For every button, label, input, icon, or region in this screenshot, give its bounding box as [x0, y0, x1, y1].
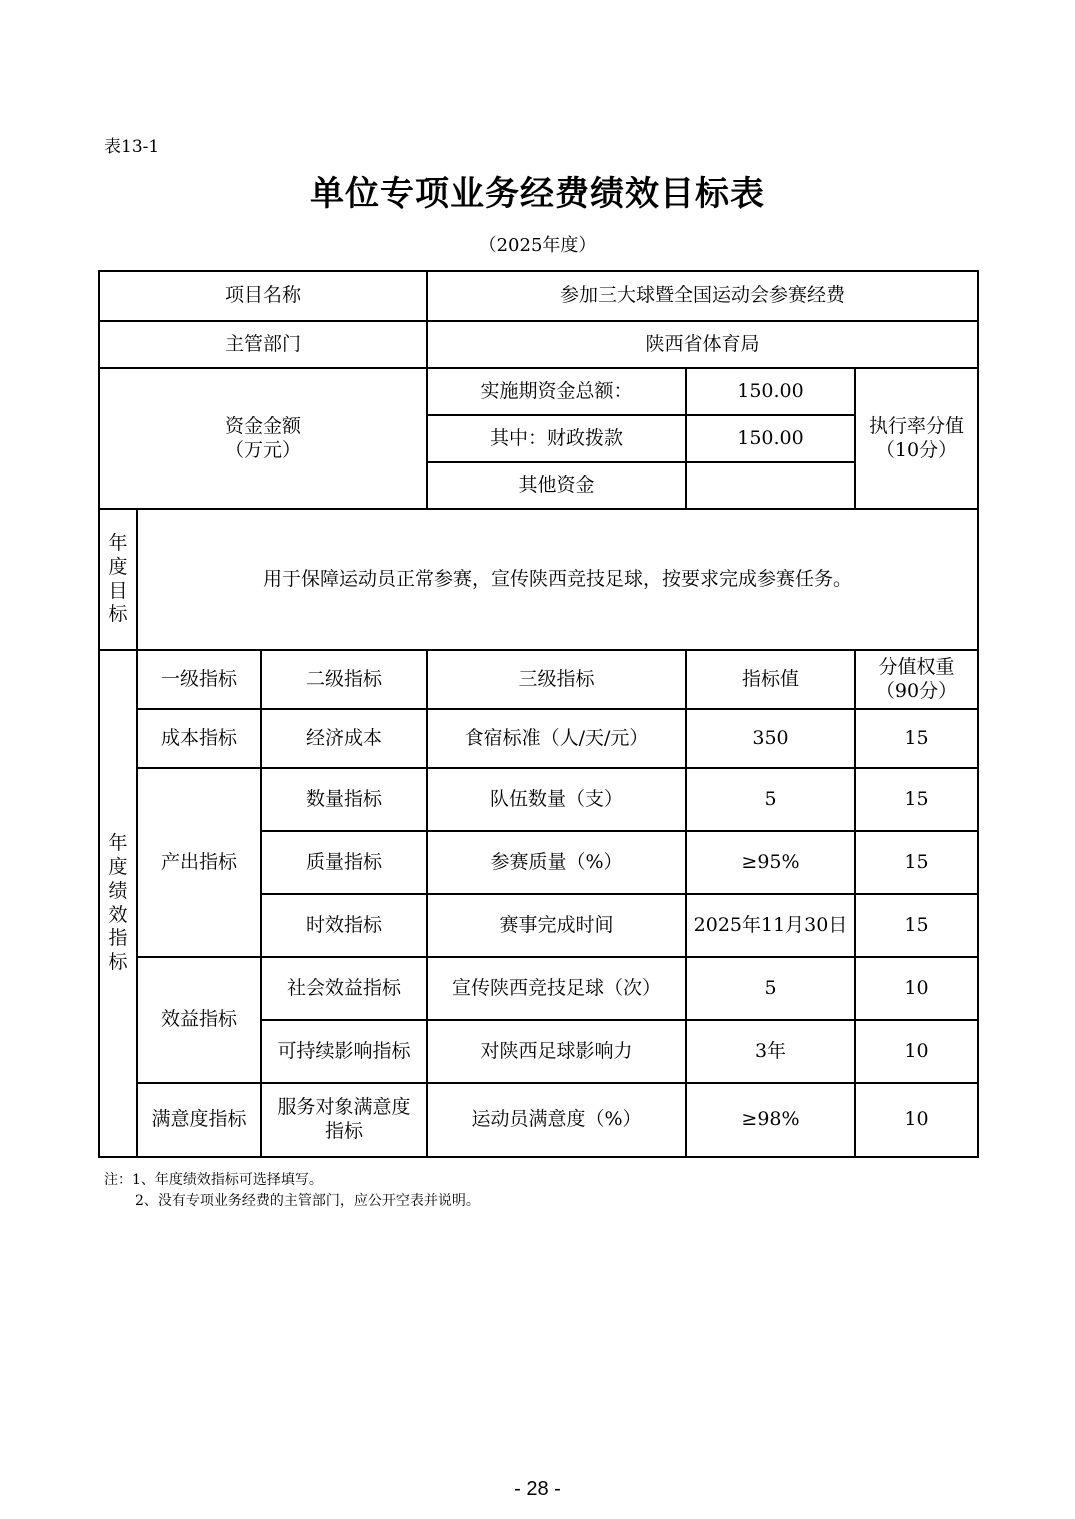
value-cell: ≥95%	[686, 831, 855, 894]
header-weight	[855, 650, 978, 709]
funds-total-value: 150.00	[686, 368, 855, 415]
level3-cell: 运动员满意度（%）	[427, 1083, 686, 1157]
goal-label-char: 度	[108, 555, 128, 578]
header-weight-line2: （90分）	[875, 679, 958, 702]
table-row	[99, 709, 978, 768]
table-row	[99, 957, 978, 1020]
funds-amount-label-line2: （万元）	[224, 438, 301, 461]
value-cell: 3年	[686, 1020, 855, 1083]
level3-cell: 队伍数量（支）	[427, 768, 686, 831]
header-level1: 一级指标	[137, 650, 261, 709]
level1-cost: 成本指标	[137, 709, 261, 768]
level2-line2: 指标	[324, 1120, 363, 1142]
fiscal-year: （2025年度）	[478, 235, 597, 256]
weight-cell: 15	[855, 894, 978, 957]
goal-label-char: 标	[108, 603, 128, 626]
weight-cell: 10	[855, 957, 978, 1020]
funds-total-row	[99, 368, 978, 415]
department-label: 主管部门	[99, 321, 427, 368]
level2-cell	[261, 1083, 427, 1157]
project-name-label: 项目名称	[99, 271, 427, 321]
page-number: - 28 -	[514, 1478, 561, 1500]
level2-line1: 服务对象满意度	[277, 1096, 411, 1119]
level3-cell: 宣传陕西竞技足球（次）	[427, 957, 686, 1020]
table-row	[99, 1083, 978, 1157]
level3-cell: 赛事完成时间	[427, 894, 686, 957]
goal-label-char: 年	[108, 532, 128, 554]
weight-cell: 10	[855, 1020, 978, 1083]
goal-label-char: 目	[108, 579, 128, 602]
header-level3: 三级指标	[427, 650, 686, 709]
execution-rate-score	[855, 368, 978, 509]
level3-cell: 参赛质量（%）	[427, 831, 686, 894]
execution-rate-line1: 执行率分值	[869, 414, 965, 437]
table-number: 表13-1	[104, 137, 160, 157]
level1-output: 产出指标	[137, 768, 261, 957]
indicator-label-char: 度	[108, 856, 128, 878]
indicator-label-char: 年	[108, 832, 128, 855]
footnotes	[104, 1170, 480, 1212]
level1-benefit: 效益指标	[137, 957, 261, 1083]
weight-cell: 15	[855, 831, 978, 894]
level2-cell: 数量指标	[261, 768, 427, 831]
level2-cell: 可持续影响指标	[261, 1020, 427, 1083]
execution-rate-line2: （10分）	[875, 438, 958, 461]
funds-amount-label-line1: 资金金额	[224, 414, 301, 437]
level3-cell: 对陕西足球影响力	[427, 1020, 686, 1083]
level2-cell: 经济成本	[261, 709, 427, 768]
value-cell: 5	[686, 768, 855, 831]
department-value: 陕西省体育局	[427, 321, 978, 368]
indicator-label-char: 标	[108, 951, 128, 973]
funds-fiscal-label: 其中：财政拨款	[427, 415, 686, 462]
level2-cell: 社会效益指标	[261, 957, 427, 1020]
weight-cell: 15	[855, 768, 978, 831]
header-level2: 二级指标	[261, 650, 427, 709]
annual-goal-row	[99, 509, 978, 650]
value-cell: 2025年11月30日	[686, 894, 855, 957]
funds-fiscal-value: 150.00	[686, 415, 855, 462]
annual-goal-label	[99, 509, 137, 650]
department-row	[99, 321, 978, 368]
level2-cell: 质量指标	[261, 831, 427, 894]
performance-target-table	[98, 270, 979, 1158]
funds-total-label: 实施期资金总额：	[427, 368, 686, 415]
value-cell: 350	[686, 709, 855, 768]
funds-amount-label	[99, 368, 427, 509]
page-title: 单位专项业务经费绩效目标表	[310, 174, 765, 214]
funds-other-value	[686, 462, 855, 509]
annual-indicators-label	[99, 650, 137, 1157]
level3-cell: 食宿标准（人/天/元）	[427, 709, 686, 768]
indicator-header-row	[99, 650, 978, 709]
footnote-2: 2、没有专项业务经费的主管部门，应公开空表并说明。	[135, 1193, 480, 1209]
indicator-label-char: 绩	[108, 879, 128, 902]
header-weight-line1: 分值权重	[878, 655, 955, 678]
project-name-value: 参加三大球暨全国运动会参赛经费	[427, 271, 978, 321]
level2-cell: 时效指标	[261, 894, 427, 957]
value-cell: 5	[686, 957, 855, 1020]
project-name-row	[99, 271, 978, 321]
weight-cell: 10	[855, 1083, 978, 1157]
annual-goal-text: 用于保障运动员正常参赛，宣传陕西竞技足球，按要求完成参赛任务。	[137, 509, 978, 650]
indicator-label-char: 指	[108, 927, 128, 950]
funds-other-label: 其他资金	[427, 462, 686, 509]
header-value: 指标值	[686, 650, 855, 709]
value-cell: ≥98%	[686, 1083, 855, 1157]
weight-cell: 15	[855, 709, 978, 768]
footnote-1: 注：1、年度绩效指标可选择填写。	[104, 1172, 323, 1188]
indicator-label-char: 效	[108, 903, 128, 926]
level1-satisfaction: 满意度指标	[137, 1083, 261, 1157]
table-row	[99, 768, 978, 831]
